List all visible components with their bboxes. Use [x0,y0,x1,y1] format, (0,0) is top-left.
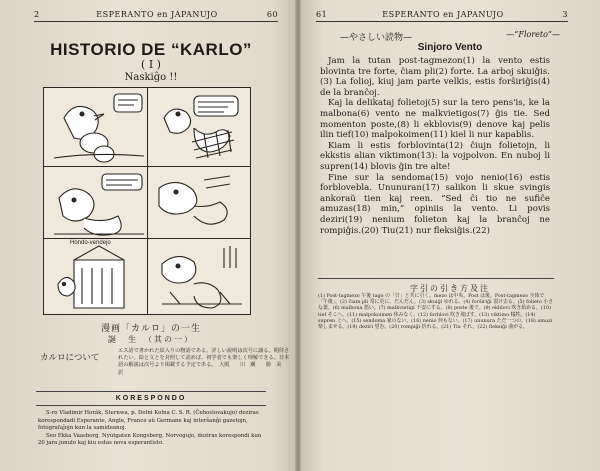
paragraph: Kaj la delikataj folietoj(5) sur la tero pens'is, ke la malbona(6) vento ne malkvietigos(7) ĝis tie. Sed momenton poste,(8) li ekblovis(9) denove kaj pelis ilin tief(10) malpokoimen(11) kiel li nur kapablis. [320,98,550,141]
story-body [320,56,550,236]
comic-subcaption: 誕 生 （其の一） [108,335,194,344]
glossary-text: (1) Post-tagmezo 午後 tago の「日」と共に引く。mezo は中央、Post は後。Post-tagmezo 全体で「午後」。(2) ĉiam pli 常に更に、だんだん。(3) skuiĝi ゆれる。(4) forŝiriĝi 裂け去る。(5) folieto 小さな葉。(6) malbona 悪い。(7) malkvietigi 不安にする。(8) poste 後で。(9) ekblovi 吹き始める。(10) tief そこへ。(11) malpokoimen 休みなく。(12) forblovi 吹き飛ばす。(13) viktimo 犠牲。(14) supren 上へ。(15) sendoma 家のない。(16) nenio 何もない。(17) ununura ただ一つの。(18) amuzi 楽しませる。(19) deziri 望む。(20) rompiĝi 折れる。(21) Tiu それ。(22) fleksiĝi 曲がる。 [318,293,554,331]
korespondo-list [38,410,264,448]
running-mark: 60 [266,10,278,19]
divider [36,405,266,406]
comic-strip [43,87,251,315]
gutter [295,0,301,471]
running-mark: 3 [562,10,568,19]
story-title: Sinjoro Vento [417,42,483,53]
paragraph: Fine sur la sendoma(15) vojo nenio(16) estis forblovebla. Ununuran(17) salikon li skue svingis ankoraŭ tien kaj reen. “Sed ĉi tio ne sufiĉe amuzas(18) min,” opiniis la vento. Li povis deziri(19) nenium folieton kaj la branĉoj ne rompiĝis.(20) Tiu(21) nur fleksiĝis.(22) [320,172,550,236]
story-heading: HISTORIO DE “KARLO” [50,40,252,59]
glossary-heading: 字引の引き方及注 [410,284,490,293]
comic-caption: 漫画「カルロ」の一生 [100,324,201,334]
running-head-left [34,10,278,22]
letter-entry: S-ro Vladimir Horák, Sternwa, p. Dolni Kolna C. S. R. (Čehoslovakujo) deziras korespondadi Esperante, Angle, France aŭ Germane kaj interŝanĝi gazetojn, fotografaĵojn kun la samideanoj. [38,410,259,431]
comic-illustration [44,88,250,314]
divider [318,278,554,279]
running-title: ESPERANTO en JAPANUJO [96,10,218,19]
note-heading: カルロについて [40,353,100,363]
page-number: 61 [316,10,328,19]
comic-sign: Hondo-vendejo [70,240,111,246]
section-title: —やさしい読物— [340,33,413,43]
floreto-label: —“Floreto”— [506,30,560,39]
letter-entry: Seo Ekka Vaasborg, Nyutgaten Kongsberg, Norvegujo, deziras korespondi kun 20 jara junulo kaj kiu estas nova esperantisto. [38,432,262,446]
paragraph: Kiam li estis forblovinta(12) ĉiujn folietojn, li ekkstis alian viktimon(13): la vojpolvon. En nuboj li supren(14) blovis ĝin tre alte! [320,140,550,172]
note-text: エス語で書かれた絵入りの物語である。詳しい説明は次号に譲る。期待されたい。絵と文とを対照して読めば、初学者でも楽しく理解できる。日本語の解説は次号より掲載する予定である。 大阪 川 瀬 勝 美 訳 [118,348,292,376]
page-number: 2 [34,10,40,19]
divider [36,391,266,392]
chapter-subtitle: Naskiĝo !! [124,72,178,83]
running-title: ESPERANTO en JAPANUJO [382,10,504,19]
paragraph: Jam la tutan post-tagmezon(1) la vento estis blovinta tre forte, ĉiam pli(2) forte. La arboj skuiĝis.(3) La folioj, kiuj jam parte velkis, estis forŝiriĝis(4) de la branĉoj. [320,56,550,98]
chapter-number: ( I ) [141,58,161,71]
running-head-right [316,10,568,22]
korespondo-heading: KORESPONDO [115,395,187,402]
